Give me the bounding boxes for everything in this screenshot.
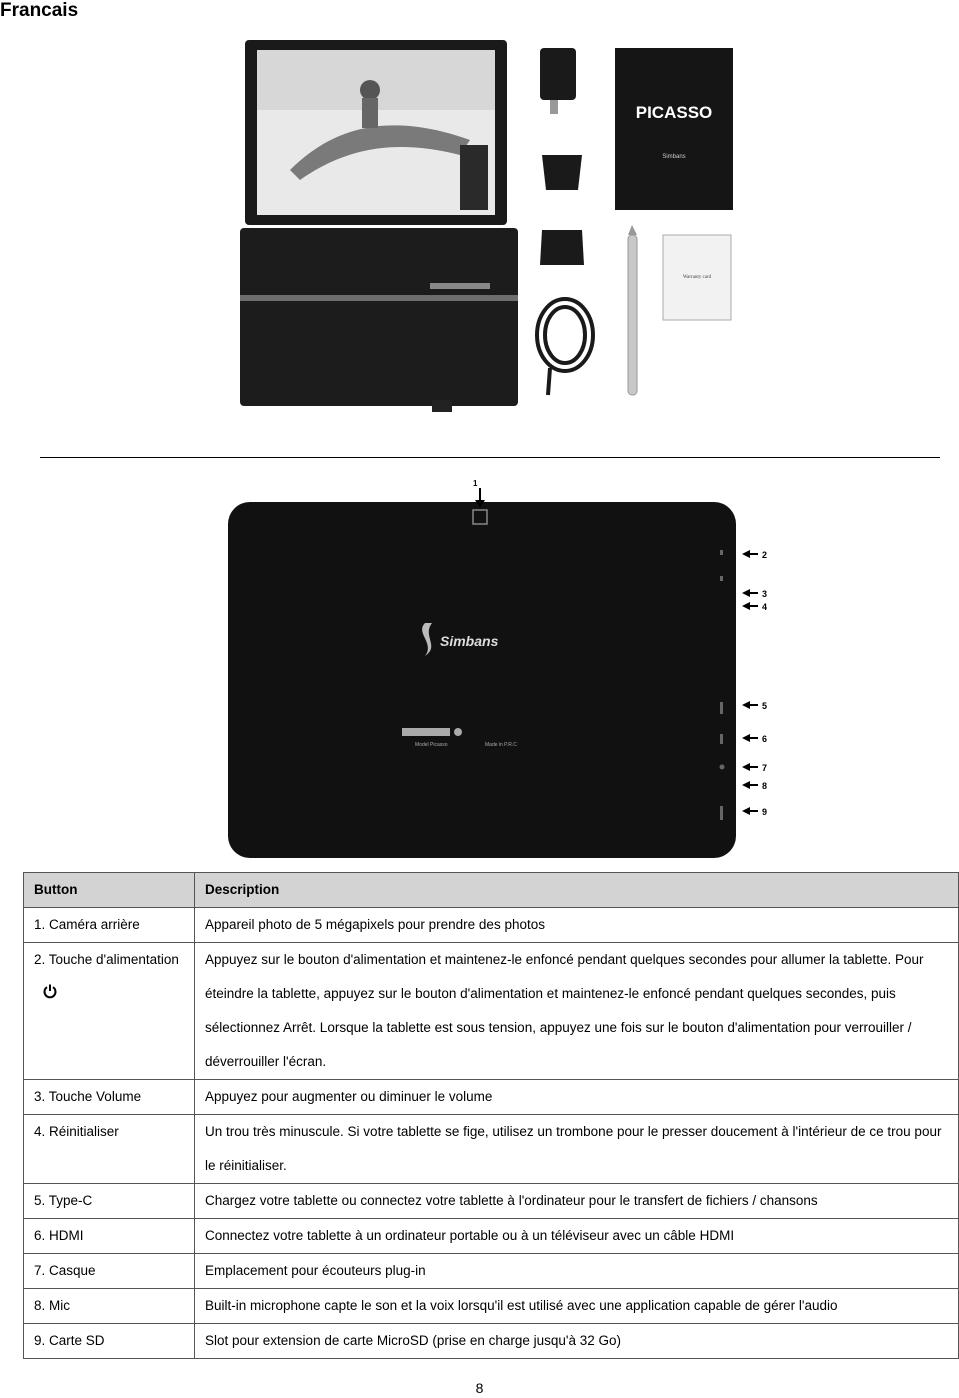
row-description: Emplacement pour écouteurs plug-in: [195, 1254, 959, 1289]
row-button: 4. Réinitialiser: [24, 1115, 195, 1184]
table-row: [24, 1184, 959, 1219]
page-number: 8: [475, 1380, 484, 1396]
table-row: [24, 1254, 959, 1289]
row-description: Appuyez pour augmenter ou diminuer le volume: [195, 1080, 959, 1115]
row-button: 6. HDMI: [24, 1219, 195, 1254]
svg-text:1: 1: [473, 479, 478, 488]
manual-title: PICASSO: [635, 103, 713, 122]
user-manual: [615, 48, 733, 210]
row-button: 7. Casque: [24, 1254, 195, 1289]
table-row: [24, 1080, 959, 1115]
language-title: Francais: [0, 0, 79, 21]
back-brand: Simbans: [440, 633, 499, 649]
svg-text:7: 7: [762, 763, 768, 773]
charger: [540, 48, 584, 265]
table-row: [24, 1324, 959, 1359]
row-description: Slot pour extension de carte MicroSD (prise en charge jusqu'à 32 Go): [195, 1324, 959, 1359]
svg-text:5: 5: [762, 701, 768, 711]
table-row: [24, 943, 959, 1080]
row-description: Connectez votre tablette à un ordinateur portable ou à un téléviseur avec un câble HDMI: [195, 1219, 959, 1254]
side-callouts: [742, 550, 767, 817]
stylus-pen: [628, 225, 637, 395]
row-description: Chargez votre tablette ou connectez votre tablette à l'ordinateur pour le transfert de fichiers / chansons: [195, 1184, 959, 1219]
row-description: Un trou très minuscule. Si votre tablette se fige, utilisez un trombone pour le presser doucement à l'intérieur de ce trou pour le réinitialiser.: [195, 1115, 959, 1184]
row-description: Appareil photo de 5 mégapixels pour prendre des photos: [195, 908, 959, 943]
callout-4: [742, 602, 767, 612]
svg-text:4: 4: [762, 602, 768, 612]
row-description: Built-in microphone capte le son et la voix lorsqu'il est utilisé avec une application capable de gérer l'audio: [195, 1289, 959, 1324]
row-button: [24, 943, 195, 1080]
table-header-row: [24, 873, 959, 908]
usb-cable: [537, 299, 593, 395]
table-row: [24, 1219, 959, 1254]
callout-6: [742, 734, 767, 744]
callout-3: [742, 589, 767, 599]
warranty-text: Warranty card: [682, 275, 712, 280]
row-button: 5. Type-C: [24, 1184, 195, 1219]
callout-7: [742, 763, 767, 773]
row-button: 8. Mic: [24, 1289, 195, 1324]
section-divider: [40, 457, 940, 458]
table-row: [24, 1289, 959, 1324]
manual-brand: Simbans: [662, 154, 686, 160]
callout-5: [742, 701, 767, 711]
table-row: [24, 908, 959, 943]
tablet-back-diagram: [190, 478, 790, 863]
row-button: 9. Carte SD: [24, 1324, 195, 1359]
warranty-card: [663, 235, 731, 320]
made-in-text: Made in P.R.C: [485, 742, 517, 748]
callout-8: [742, 781, 767, 791]
row-description: Appuyez sur le bouton d'alimentation et maintenez-le enfoncé pendant quelques secondes pour allumer la tablette. Pour éteindre la tablette, appuyez sur le bouton d'alimentation et maintenez-le enfoncé pendant quelques secondes, puis sélectionnez Arrêt. Lorsque la tablette est sous tension, appuyez une fois sur le bouton d'alimentation pour verrouiller / déverrouiller l'écran.: [195, 943, 959, 1080]
header-button: Button: [24, 873, 195, 908]
power-icon: [42, 983, 58, 999]
folio-case: [240, 228, 518, 412]
model-line: Model Picasso: [415, 742, 448, 748]
button-description-table: [23, 872, 959, 1359]
svg-text:2: 2: [762, 550, 768, 560]
svg-text:6: 6: [762, 734, 768, 744]
package-contents-photo: [170, 30, 750, 425]
row-button: 3. Touche Volume: [24, 1080, 195, 1115]
callout-9: [742, 807, 767, 817]
svg-text:9: 9: [762, 807, 768, 817]
table-row: [24, 1115, 959, 1184]
tablet-front: [245, 40, 507, 225]
svg-text:8: 8: [762, 781, 768, 791]
row-button-label: 2. Touche d'alimentation: [34, 952, 179, 967]
row-button: 1. Caméra arrière: [24, 908, 195, 943]
header-description: Description: [195, 873, 959, 908]
svg-text:3: 3: [762, 589, 768, 599]
callout-2: [742, 550, 767, 560]
